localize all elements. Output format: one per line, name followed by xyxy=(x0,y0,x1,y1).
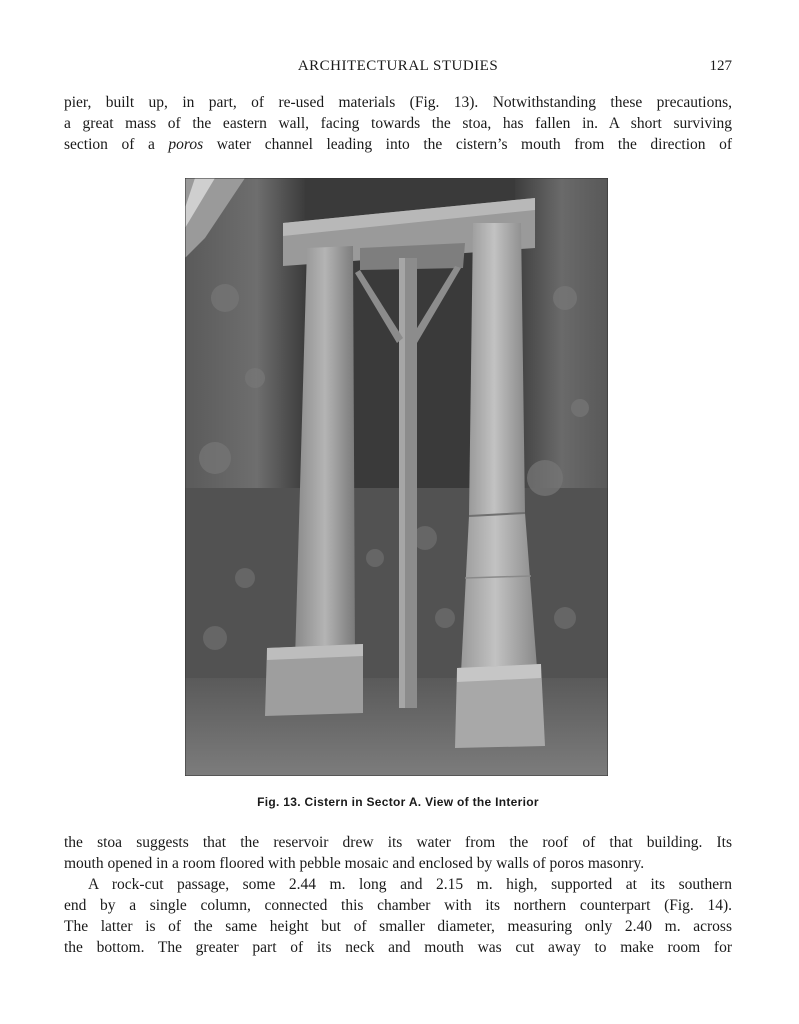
page-number: 127 xyxy=(709,58,732,74)
running-head: ARCHITECTURAL STUDIES xyxy=(297,58,499,74)
paragraph-bottom-2 xyxy=(64,874,732,958)
paragraph-top xyxy=(64,92,732,155)
text-line: the stoa suggests that the reservoir drew its water from the roof of that building. Its xyxy=(64,834,732,851)
text-line: A rock-cut passage, some 2.44 m. long and 2.15 m. high, supported at its southern xyxy=(88,876,732,893)
cistern-photo-illustration xyxy=(185,178,608,776)
text-line: mouth opened in a room floored with pebble mosaic and enclosed by walls of poros masonry. xyxy=(64,855,645,872)
italic-term: poros xyxy=(168,136,204,153)
page-header xyxy=(64,56,732,78)
text-line: the bottom. The greater part of its neck and mouth was cut away to make room for xyxy=(64,939,732,956)
figure-caption: Fig. 13. Cistern in Sector A. View of the Interior xyxy=(257,795,539,809)
text-line: section of a poros water channel leading into the cistern’s mouth from the direction of xyxy=(64,136,733,153)
text-line: pier, built up, in part, of re-used materials (Fig. 13). Notwithstanding these precautions, xyxy=(64,94,732,111)
paragraph-bottom-1 xyxy=(64,832,732,874)
figure-13-photo xyxy=(185,178,608,776)
text-line: a great mass of the eastern wall, facing towards the stoa, has fallen in. A short surviving xyxy=(64,115,732,132)
text-line: The latter is of the same height but of smaller diameter, measuring only 2.40 m. across xyxy=(64,918,732,935)
text-line: end by a single column, connected this chamber with its northern counterpart (Fig. 14). xyxy=(64,897,732,914)
